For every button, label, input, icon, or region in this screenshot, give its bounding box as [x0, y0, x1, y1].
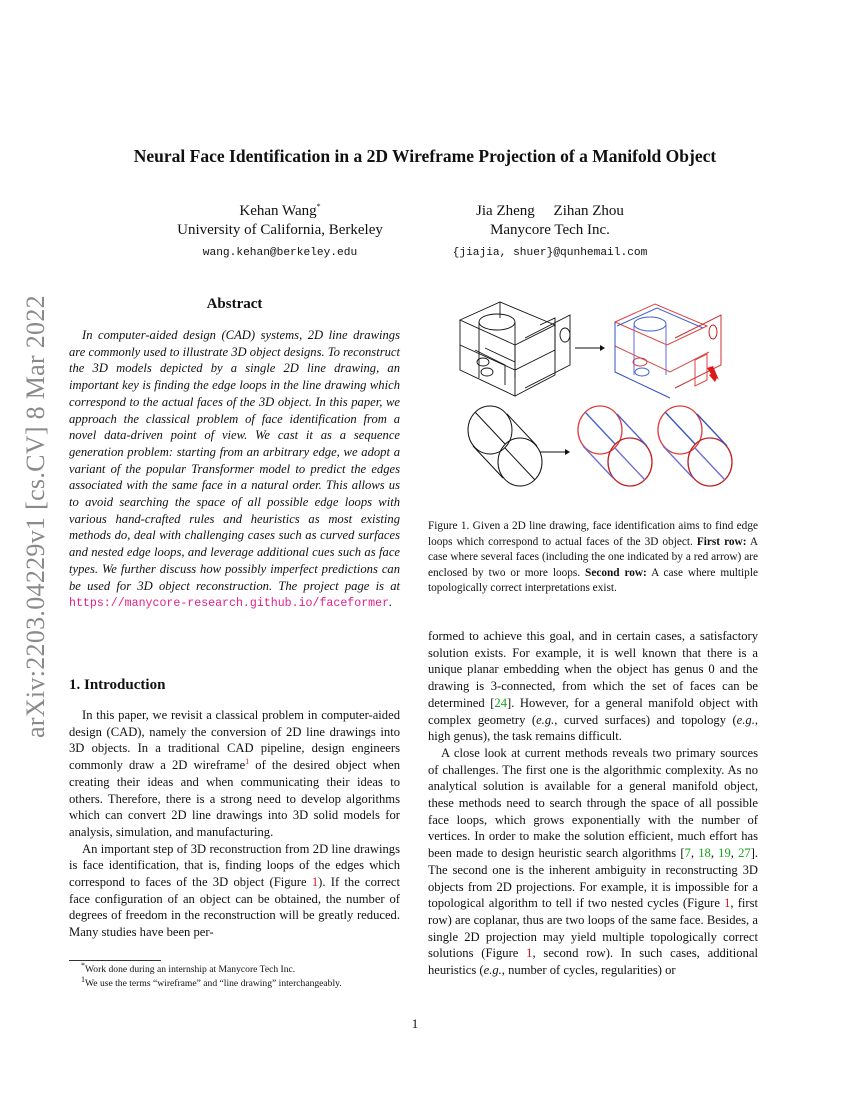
right-column-body: [428, 628, 758, 979]
arxiv-stamp: arXiv:2203.04229v1 [cs.CV] 8 Mar 2022: [21, 295, 50, 738]
intro-heading: 1. Introduction: [69, 677, 166, 693]
author-affiliation: Manycore Tech Inc.: [490, 222, 610, 238]
author-email: wang.kehan@berkeley.edu: [202, 247, 358, 259]
arrow-icon: [575, 345, 605, 351]
figure-ref[interactable]: 1: [526, 946, 533, 961]
figure-ref[interactable]: 1: [724, 896, 731, 911]
right-paragraph-2: A close look at current methods reveals two primary sources of challenges. The first one is the algorithmic complexity. As no analytical solution is available for a general manifold object, these methods need to search through the space of all possible face loops, which grows exponentially with the number of vertices. In order to make the solution efficient, much effort has been made to design heuristic search algorithms [7, 18, 19, 27]. The second one is the inherent ambiguity in reconstructing 3D objects from 2D projections. For example, it is impossible for a topological algorithm to tell if two nested cycles (Figure 1, first row) are coplanar, thus are two loops of the same face. Besides, a single 2D projection may yield multiple topologically correct solutions (Figure 1, second row). In such cases, additional heuristics (e.g., number of cycles, regularities) or: [428, 745, 759, 978]
cylinder-interpretation-2: [658, 406, 732, 486]
author-name: Kehan Wang: [239, 203, 317, 219]
author-email: {jiajia, shuer}@qunhemail.com: [452, 247, 648, 259]
cylinder-interpretation-1: [578, 406, 652, 486]
citation[interactable]: 24: [494, 695, 507, 710]
face-loops-drawing: [615, 304, 721, 398]
intro-paragraph-2: An important step of 3D reconstruction from 2D line drawings is face identification, that is, finding loops of the edges which correspond to faces of the 3D object (Figure 1). If the correct face configuration of an object can be obtained, the number of degrees of freedom in the reconstruction will be greatly reduced. Many studies have been per-: [69, 841, 400, 940]
abstract-heading: Abstract: [206, 296, 263, 312]
author-block-2: [420, 202, 680, 263]
intro-paragraph-1: In this paper, we revisit a classical problem in computer-aided design (CAD), namely the conversion of 2D line drawings into 3D objects. In a traditional CAD pipeline, design engineers commonly draw a 2D wireframe$^1$ of the desired object when creating their ideas and when communicating their ideas to others. Therefore, there is a strong need to develop algorithms which can convert 2D line drawings into 3D solid models for analysis, simulation, and manufacturing.: [69, 708, 400, 839]
footnotes: *Work done during an internship at Manycore Tech Inc. $^1$We use the terms “wireframe” and “line drawing” interchangeably.: [81, 960, 342, 989]
intro-body: [69, 707, 400, 941]
project-link[interactable]: https://manycore-research.github.io/faceformer: [69, 597, 390, 611]
author-affiliation: University of California, Berkeley: [177, 222, 383, 238]
right-paragraph-1: formed to achieve this goal, and in certain cases, a satisfactory solution exists. For example, it is well known that there is a unique planar embedding when the object has genus 0 and the drawing is 3-connected, from which the set of faces can be determined [24]. However, for a general manifold object with complex geometry (e.g., curved surfaces) and topology (e.g., high genus), the task remains difficult.: [428, 629, 758, 744]
page-number: 1: [411, 1016, 419, 1031]
paper-title: Neural Face Identification in a 2D Wireframe Projection of a Manifold Object: [133, 146, 717, 166]
citation[interactable]: 19: [718, 846, 731, 861]
arrow-icon: [540, 449, 570, 455]
author-mark: *: [316, 202, 321, 211]
author-block-1: [150, 202, 410, 263]
author-names: Jia Zheng Zihan Zhou: [476, 203, 624, 219]
figure-1: [445, 290, 785, 510]
figure-caption: Figure 1. Given a 2D line drawing, face identification aims to find edge loops which correspond to actual faces of the 3D object. First row: A case where several faces (including the one indicated by a red arrow) are enclosed by two or more loops. Second row: A case where multiple topologically correct interpretations exist.: [428, 520, 759, 595]
wireframe-drawing: [460, 302, 570, 396]
citation[interactable]: 7: [684, 846, 691, 861]
citation[interactable]: 18: [698, 846, 711, 861]
figure-ref[interactable]: 1: [311, 875, 319, 890]
cylinder-drawing: [468, 406, 542, 486]
citation[interactable]: 27: [738, 846, 751, 861]
footnote-ref[interactable]: 1: [245, 756, 250, 766]
red-arrow-icon: [707, 366, 719, 382]
abstract-text: In computer-aided design (CAD) systems, 2D line drawings are commonly used to illustrate 3D object designs. To reconstruct the 3D models depicted by a single 2D line drawing, an important key is finding the edge loops in the line drawing which correspond to the actual faces of the 3D object. In this paper, we approach the classical problem of face identification from a novel data-driven point of view. We cast it as a sequence generation problem: starting from an arbitrary edge, we adopt a variant of the popular Transformer model to predict the edges associated with the same face in a natural order. This allows us to avoid searching the space of all possible edge loops with various hand-crafted rules and heuristics as most existing methods do, deal with challenging cases such as curved surfaces and nested edge loops, and leverage additional cues such as face types. We further discuss how possibly imperfect predictions can be used for 3D object reconstruction. The project page is at https://manycore-research.github.io/faceformer.: [69, 328, 400, 611]
